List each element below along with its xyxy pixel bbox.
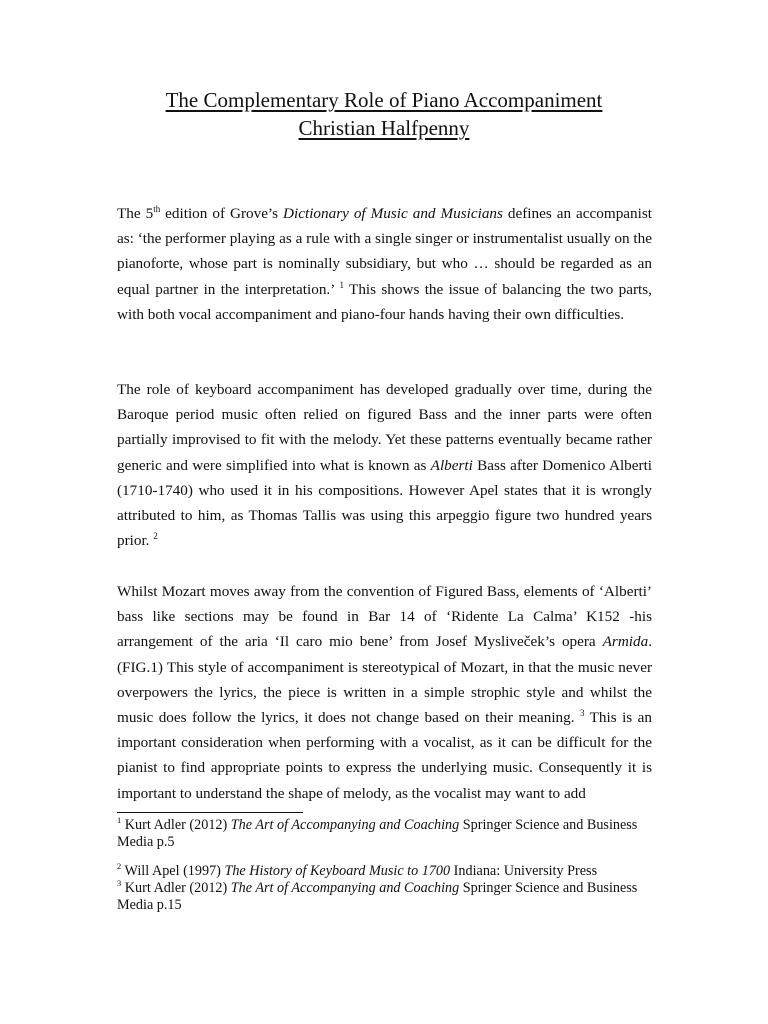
text-run: The role of keyboard accompaniment has developed gradually over time, during the Baroque period music often relied on figured Bass and the inner parts were often partially improvised to fit with the melody. Yet these patterns eventually became rather generic and were simplified into what is known as bbox=[117, 381, 652, 474]
title-line: The Complementary Role of Piano Accompaniment bbox=[165, 88, 603, 112]
paragraph-2 bbox=[117, 377, 652, 553]
italic-title: Armida bbox=[602, 633, 649, 651]
paragraph-3 bbox=[117, 579, 652, 806]
text-run: Kurt Adler (2012) bbox=[121, 817, 231, 833]
paragraph-1 bbox=[117, 201, 652, 327]
document-title bbox=[0, 86, 768, 142]
text-run: Springer Science and Business Media p.15 bbox=[117, 880, 638, 913]
footnote-number: 1 bbox=[117, 815, 122, 825]
text-run: Whilst Mozart moves away from the convention of Figured Bass, elements of ‘Alberti’ bass like sections may be found in Bar 14 of ‘Ridente La Calma’ K152 -his arrangement of the aria ‘Il caro mio bene’ from Josef Mysliveček’s opera bbox=[117, 583, 652, 651]
text-run: Springer Science and Business Media p.5 bbox=[117, 817, 638, 850]
italic-title: Dictionary of Music and Musicians bbox=[283, 205, 503, 222]
author-name: Christian Halfpenny bbox=[298, 116, 470, 140]
italic-title: The History of Keyboard Music to 1700 bbox=[224, 863, 451, 879]
text-run: Will Apel (1997) bbox=[121, 863, 225, 879]
text-run: Kurt Adler (2012) bbox=[121, 880, 231, 896]
text-run: . (FIG.1) This style of accompaniment is stereotypical of Mozart, in that the music never overpowers the lyrics, the piece is written in a simple strophic style and whilst the music does follow the lyrics, it does not change based on their meaning. bbox=[117, 633, 652, 727]
footnote-ref-2[interactable]: 2 bbox=[153, 531, 158, 542]
text-run: This is an important consideration when performing with a vocalist, as it can be difficult for the pianist to find appropriate points to express the underlying music. Consequently it is important to understand the shape of melody, as the vocalist may want to add bbox=[117, 709, 652, 802]
text-run: defines an accompanist as: ‘the performer playing as a rule with a single singer or instrumentalist usually on the pianoforte, whose part is nominally subsidiary, but who … should be regarded as an equal partner in the interpretation.’ bbox=[117, 205, 652, 298]
text-run: Indiana: University Press bbox=[450, 863, 598, 879]
footnote-1 bbox=[117, 817, 657, 851]
footnote-2 bbox=[117, 863, 657, 880]
text-run: edition of Grove’s bbox=[160, 205, 284, 222]
italic-title: The Art of Accompanying and Coaching bbox=[230, 817, 460, 833]
text-run: The 5 bbox=[117, 205, 154, 222]
italic-title: The Art of Accompanying and Coaching bbox=[230, 880, 460, 896]
text-run: Bass after Domenico Alberti (1710-1740) who used it in his compositions. However Apel states that it is wrongly attributed to him, as Thomas Tallis was using this arpeggio figure two hundred years prior. bbox=[117, 456, 653, 550]
italic-term: Alberti bbox=[430, 456, 473, 474]
footnote-ref-3[interactable]: 3 bbox=[579, 708, 585, 719]
footnote-3 bbox=[117, 880, 657, 914]
superscript: th bbox=[153, 204, 161, 214]
footnotes bbox=[117, 817, 657, 914]
footnote-separator bbox=[117, 812, 303, 813]
footnote-number: 2 bbox=[117, 861, 122, 871]
footnote-ref-1[interactable]: 1 bbox=[339, 279, 344, 290]
text-run: This shows the issue of balancing the two parts, with both vocal accompaniment and piano-four hands having their own difficulties. bbox=[117, 280, 652, 323]
footnote-number: 3 bbox=[117, 878, 122, 888]
